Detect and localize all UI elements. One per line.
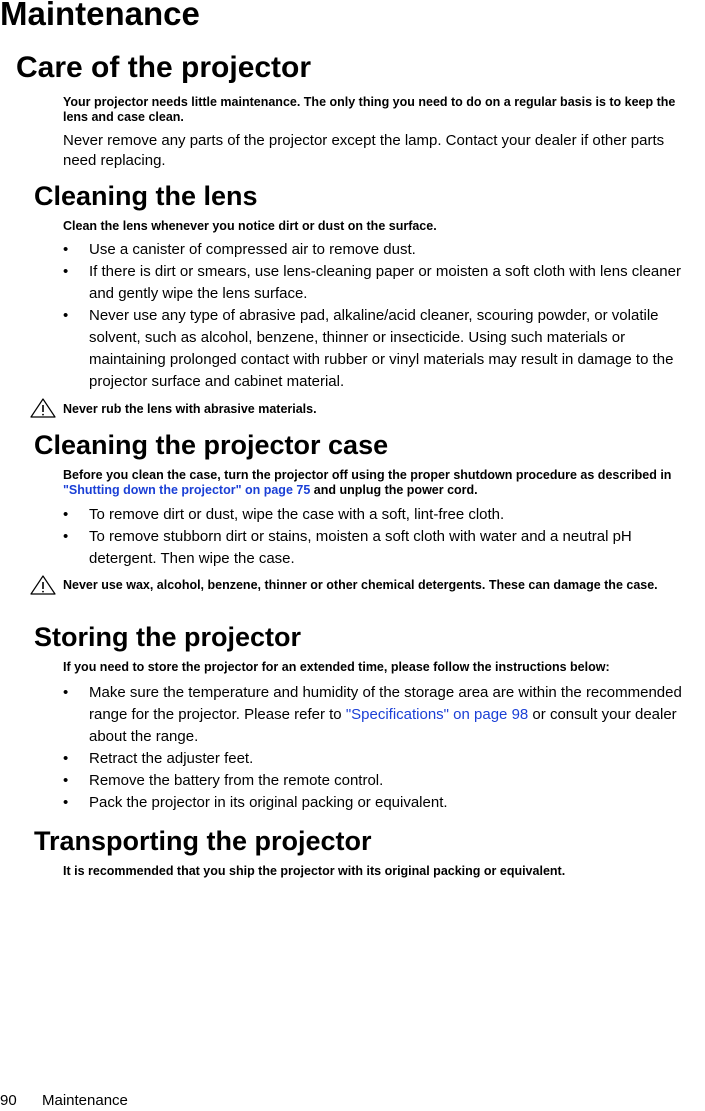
bullet-glyph: • — [63, 794, 69, 811]
lens-bullet-list — [63, 239, 703, 393]
list-item: • To remove stubborn dirt or stains, moisten a soft cloth with water and a neutral pH detergent. Then wipe the case. — [63, 528, 632, 567]
list-item: • Remove the battery from the remote control. — [63, 770, 703, 792]
bullet-glyph: • — [63, 684, 69, 701]
list-item: • Never use any type of abrasive pad, alkaline/acid cleaner, scouring powder, or volatile solvent, such as alcohol, benzene, thinner or insecticide. Using such materials or maintaining prolonged contact with rubber or vinyl materials may result in damage to the projector surface and cabinet material. — [63, 307, 674, 390]
transport-lead: It is recommended that you ship the projector with its original packing or equivalent. — [63, 864, 566, 878]
transport-section-title: Transporting the projector — [34, 826, 372, 856]
shutting-down-link[interactable]: "Shutting down the projector" on page 75 — [63, 483, 311, 497]
list-item: • Pack the projector in its original packing or equivalent. — [63, 792, 703, 814]
warning-icon — [30, 575, 56, 595]
bullet-glyph: • — [63, 506, 69, 523]
bullet-glyph: • — [63, 307, 69, 324]
storing-bullet-list — [63, 682, 703, 814]
footer-section-name: Maintenance — [42, 1092, 128, 1109]
bullet-glyph: • — [63, 263, 69, 280]
lens-section-title: Cleaning the lens — [34, 181, 258, 211]
case-section-title: Cleaning the projector case — [34, 430, 389, 460]
lens-note: Never rub the lens with abrasive materials. — [63, 402, 317, 416]
bullet-glyph: • — [63, 528, 69, 545]
footer-page-number: 90 — [0, 1092, 17, 1109]
list-item: • If there is dirt or smears, use lens-cleaning paper or moisten a soft cloth with lens cleaner and gently wipe the lens surface. — [63, 263, 681, 302]
care-lead: Your projector needs little maintenance. The only thing you need to do on a regular basis is to keep the lens and case clean. — [63, 95, 676, 124]
storing-lead: If you need to store the projector for an extended time, please follow the instructions below: — [63, 660, 610, 674]
list-item: • Retract the adjuster feet. — [63, 748, 703, 770]
bullet-glyph: • — [63, 772, 69, 789]
bullet-glyph: • — [63, 750, 69, 767]
warning-icon — [30, 398, 56, 418]
list-item: • Use a canister of compressed air to remove dust. — [63, 239, 703, 261]
list-item: • To remove dirt or dust, wipe the case with a soft, lint-free cloth. — [63, 504, 703, 526]
page-heading: Maintenance — [0, 0, 200, 32]
lens-lead: Clean the lens whenever you notice dirt or dust on the surface. — [63, 219, 437, 233]
care-paragraph: Never remove any parts of the projector except the lamp. Contact your dealer if other parts need replacing. — [63, 132, 665, 169]
case-bullet-list — [63, 504, 703, 570]
specifications-link[interactable]: "Specifications" on page 98 — [345, 706, 529, 723]
storing-section-title: Storing the projector — [34, 622, 302, 652]
case-lead: Before you clean the case, turn the projector off using the proper shutdown procedure as described in "Shutting down the projector" on page 75 and unplug the power cord. — [63, 468, 672, 497]
care-section-title: Care of the projector — [16, 51, 312, 84]
bullet-glyph: • — [63, 241, 69, 258]
list-item: • Make sure the temperature and humidity of the storage area are within the recommended range for the projector. Please refer to "Specifications" on page 98 or consult your dealer about the range. — [63, 684, 682, 745]
case-note: Never use wax, alcohol, benzene, thinner or other chemical detergents. These can damage the case. — [63, 578, 658, 592]
